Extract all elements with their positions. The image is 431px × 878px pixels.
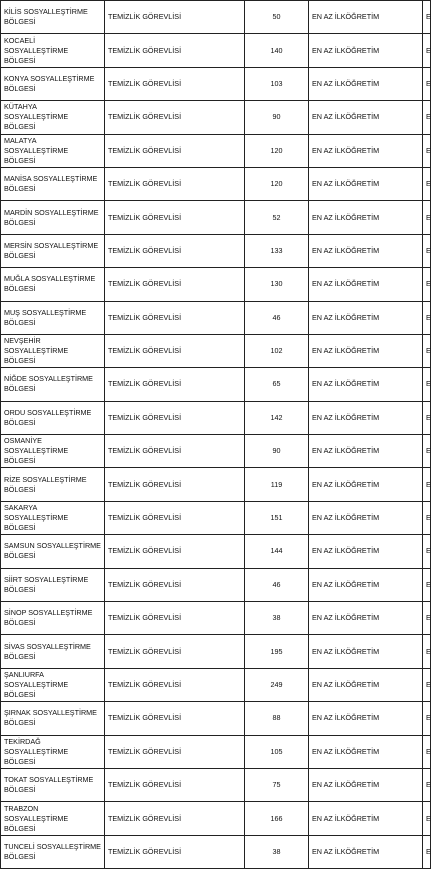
table-row <box>1 668 431 701</box>
education-cell: EN AZ İLKÖĞRETİM <box>309 301 423 334</box>
count-cell: 90 <box>245 101 309 134</box>
count-cell: 88 <box>245 702 309 735</box>
count-cell: 46 <box>245 301 309 334</box>
region-name-line2: BÖLGESİ <box>4 356 36 366</box>
extra-cell: E <box>423 702 431 735</box>
region-cell <box>1 835 105 868</box>
table-row <box>1 101 431 134</box>
region-cell <box>1 368 105 401</box>
region-cell <box>1 134 105 167</box>
region-name-line1: MALATYA SOSYALLEŞTİRME <box>4 135 69 155</box>
extra-cell: E <box>423 468 431 501</box>
education-cell: EN AZ İLKÖĞRETİM <box>309 234 423 267</box>
region-cell <box>1 67 105 100</box>
count-cell: 102 <box>245 334 309 367</box>
region-name-line2: BÖLGESİ <box>4 284 36 294</box>
position-cell: TEMİZLİK GÖREVLİSİ <box>105 101 245 134</box>
education-cell: EN AZ İLKÖĞRETİM <box>309 334 423 367</box>
extra-cell: E <box>423 668 431 701</box>
region-name-line1: TUNCELİ SOSYALLEŞTİRME <box>4 841 101 851</box>
region-cell <box>1 635 105 668</box>
region-cell <box>1 234 105 267</box>
extra-cell: E <box>423 602 431 635</box>
extra-cell: E <box>423 635 431 668</box>
table-row <box>1 635 431 668</box>
extra-cell: E <box>423 501 431 534</box>
position-cell: TEMİZLİK GÖREVLİSİ <box>105 268 245 301</box>
extra-cell: E <box>423 802 431 835</box>
count-cell: 142 <box>245 401 309 434</box>
table-row <box>1 602 431 635</box>
extra-cell: E <box>423 34 431 67</box>
extra-cell: E <box>423 101 431 134</box>
table-row <box>1 568 431 601</box>
region-name-line1: KİLİS SOSYALLEŞTİRME <box>4 7 88 17</box>
position-cell: TEMİZLİK GÖREVLİSİ <box>105 234 245 267</box>
region-name-line2: BÖLGESİ <box>4 551 36 561</box>
position-cell: TEMİZLİK GÖREVLİSİ <box>105 468 245 501</box>
region-name-line2: BÖLGESİ <box>4 155 36 165</box>
region-cell <box>1 34 105 67</box>
count-cell: 195 <box>245 635 309 668</box>
extra-cell: E <box>423 134 431 167</box>
education-cell: EN AZ İLKÖĞRETİM <box>309 1 423 34</box>
region-name-line1: SİİRT SOSYALLEŞTİRME <box>4 574 89 584</box>
count-cell: 50 <box>245 1 309 34</box>
position-cell: TEMİZLİK GÖREVLİSİ <box>105 802 245 835</box>
region-name-line2: BÖLGESİ <box>4 456 36 466</box>
region-cell <box>1 602 105 635</box>
position-cell: TEMİZLİK GÖREVLİSİ <box>105 67 245 100</box>
table-row <box>1 835 431 868</box>
region-name-line2: BÖLGESİ <box>4 584 36 594</box>
education-cell: EN AZ İLKÖĞRETİM <box>309 501 423 534</box>
region-name-line1: MARDİN SOSYALLEŞTİRME <box>4 207 99 217</box>
education-cell: EN AZ İLKÖĞRETİM <box>309 368 423 401</box>
count-cell: 144 <box>245 535 309 568</box>
region-name-line1: KÜTAHYA SOSYALLEŞTİRME <box>4 102 69 122</box>
region-name-line2: BÖLGESİ <box>4 83 36 93</box>
count-cell: 151 <box>245 501 309 534</box>
education-cell: EN AZ İLKÖĞRETİM <box>309 67 423 100</box>
position-cell: TEMİZLİK GÖREVLİSİ <box>105 34 245 67</box>
education-cell: EN AZ İLKÖĞRETİM <box>309 401 423 434</box>
region-name-line2: SOSYALLEŞTİRME BÖLGESİ <box>4 680 69 699</box>
region-name-line2: BÖLGESİ <box>4 756 36 766</box>
extra-cell: E <box>423 234 431 267</box>
education-cell: EN AZ İLKÖĞRETİM <box>309 201 423 234</box>
education-cell: EN AZ İLKÖĞRETİM <box>309 535 423 568</box>
extra-cell: E <box>423 167 431 200</box>
count-cell: 103 <box>245 67 309 100</box>
table-row <box>1 201 431 234</box>
region-cell <box>1 802 105 835</box>
region-name-line1: ORDU SOSYALLEŞTİRME <box>4 407 92 417</box>
extra-cell: E <box>423 401 431 434</box>
region-name-line2: BÖLGESİ <box>4 122 36 132</box>
region-cell <box>1 501 105 534</box>
table-row <box>1 234 431 267</box>
region-cell <box>1 668 105 701</box>
region-name-line1: SİVAS SOSYALLEŞTİRME <box>4 641 91 651</box>
region-name-line1: NEVŞEHİR SOSYALLEŞTİRME <box>4 336 69 356</box>
position-cell: TEMİZLİK GÖREVLİSİ <box>105 167 245 200</box>
region-name-line2: BÖLGESİ <box>4 651 36 661</box>
education-cell: EN AZ İLKÖĞRETİM <box>309 134 423 167</box>
education-cell: EN AZ İLKÖĞRETİM <box>309 602 423 635</box>
region-name-line1: RİZE SOSYALLEŞTİRME <box>4 474 87 484</box>
region-name-line2: BÖLGESİ <box>4 618 36 628</box>
count-cell: 38 <box>245 602 309 635</box>
region-name-line1: TEKİRDAĞ SOSYALLEŞTİRME <box>4 736 69 756</box>
count-cell: 249 <box>245 668 309 701</box>
extra-cell: E <box>423 768 431 801</box>
education-cell: EN AZ İLKÖĞRETİM <box>309 668 423 701</box>
region-name-line2: BÖLGESİ <box>4 217 36 227</box>
position-cell: TEMİZLİK GÖREVLİSİ <box>105 501 245 534</box>
region-name-line1: OSMANİYE SOSYALLEŞTİRME <box>4 436 69 456</box>
region-name-line1: ŞIRNAK SOSYALLEŞTİRME <box>4 708 97 718</box>
count-cell: 38 <box>245 835 309 868</box>
education-cell: EN AZ İLKÖĞRETİM <box>309 167 423 200</box>
count-cell: 65 <box>245 368 309 401</box>
table-row <box>1 435 431 468</box>
table-row <box>1 268 431 301</box>
education-cell: EN AZ İLKÖĞRETİM <box>309 101 423 134</box>
count-cell: 140 <box>245 34 309 67</box>
region-cell <box>1 702 105 735</box>
region-cell <box>1 735 105 768</box>
count-cell: 46 <box>245 568 309 601</box>
region-cell <box>1 401 105 434</box>
count-cell: 52 <box>245 201 309 234</box>
position-cell: TEMİZLİK GÖREVLİSİ <box>105 768 245 801</box>
extra-cell: E <box>423 835 431 868</box>
extra-cell: E <box>423 435 431 468</box>
region-cell <box>1 1 105 34</box>
table-row <box>1 535 431 568</box>
table-body <box>1 1 431 869</box>
extra-cell: E <box>423 735 431 768</box>
region-cell <box>1 334 105 367</box>
region-cell <box>1 435 105 468</box>
table-row <box>1 802 431 835</box>
extra-cell: E <box>423 201 431 234</box>
region-cell <box>1 468 105 501</box>
region-name-line2: BÖLGESİ <box>4 785 36 795</box>
table-row <box>1 134 431 167</box>
region-name-line2: BÖLGESİ <box>4 184 36 194</box>
count-cell: 105 <box>245 735 309 768</box>
education-cell: EN AZ İLKÖĞRETİM <box>309 735 423 768</box>
table-row <box>1 167 431 200</box>
position-cell: TEMİZLİK GÖREVLİSİ <box>105 1 245 34</box>
table-row <box>1 34 431 67</box>
education-cell: EN AZ İLKÖĞRETİM <box>309 702 423 735</box>
education-cell: EN AZ İLKÖĞRETİM <box>309 802 423 835</box>
position-cell: TEMİZLİK GÖREVLİSİ <box>105 602 245 635</box>
region-name-line2: BÖLGESİ <box>4 317 36 327</box>
position-cell: TEMİZLİK GÖREVLİSİ <box>105 401 245 434</box>
table-row <box>1 702 431 735</box>
table-row <box>1 501 431 534</box>
count-cell: 119 <box>245 468 309 501</box>
count-cell: 90 <box>245 435 309 468</box>
region-name-line1: MERSİN SOSYALLEŞTİRME <box>4 240 99 250</box>
region-cell <box>1 768 105 801</box>
region-name-line1: SAMSUN SOSYALLEŞTİRME <box>4 541 101 551</box>
region-name-line1: MANİSA SOSYALLEŞTİRME <box>4 174 98 184</box>
position-cell: TEMİZLİK GÖREVLİSİ <box>105 702 245 735</box>
extra-cell: E <box>423 368 431 401</box>
table-row <box>1 334 431 367</box>
education-cell: EN AZ İLKÖĞRETİM <box>309 835 423 868</box>
position-cell: TEMİZLİK GÖREVLİSİ <box>105 134 245 167</box>
education-cell: EN AZ İLKÖĞRETİM <box>309 34 423 67</box>
region-name-line1: TOKAT SOSYALLEŞTİRME <box>4 775 94 785</box>
education-cell: EN AZ İLKÖĞRETİM <box>309 568 423 601</box>
region-name-line2: BÖLGESİ <box>4 17 36 27</box>
position-cell: TEMİZLİK GÖREVLİSİ <box>105 535 245 568</box>
region-cell <box>1 535 105 568</box>
extra-cell: E <box>423 535 431 568</box>
region-name-line1: MUŞ SOSYALLEŞTİRME <box>4 307 87 317</box>
position-cell: TEMİZLİK GÖREVLİSİ <box>105 835 245 868</box>
region-name-line2: BÖLGESİ <box>4 384 36 394</box>
region-name-line2: BÖLGESİ <box>4 823 36 833</box>
region-cell <box>1 268 105 301</box>
region-name-line1: SİNOP SOSYALLEŞTİRME <box>4 608 93 618</box>
region-name-line1: MUĞLA SOSYALLEŞTİRME <box>4 274 96 284</box>
education-cell: EN AZ İLKÖĞRETİM <box>309 468 423 501</box>
region-name-line1: KOCAELİ SOSYALLEŞTİRME <box>4 35 69 55</box>
position-cell: TEMİZLİK GÖREVLİSİ <box>105 568 245 601</box>
region-name-line2: BÖLGESİ <box>4 523 36 533</box>
count-cell: 133 <box>245 234 309 267</box>
position-cell: TEMİZLİK GÖREVLİSİ <box>105 334 245 367</box>
count-cell: 166 <box>245 802 309 835</box>
region-name-line1: NİĞDE SOSYALLEŞTİRME <box>4 374 93 384</box>
position-cell: TEMİZLİK GÖREVLİSİ <box>105 735 245 768</box>
region-name-line2: BÖLGESİ <box>4 851 36 861</box>
position-cell: TEMİZLİK GÖREVLİSİ <box>105 435 245 468</box>
position-cell: TEMİZLİK GÖREVLİSİ <box>105 635 245 668</box>
table-row <box>1 735 431 768</box>
region-name-line2: BÖLGESİ <box>4 55 36 65</box>
region-name-line2: BÖLGESİ <box>4 484 36 494</box>
position-cell: TEMİZLİK GÖREVLİSİ <box>105 201 245 234</box>
education-cell: EN AZ İLKÖĞRETİM <box>309 435 423 468</box>
position-cell: TEMİZLİK GÖREVLİSİ <box>105 668 245 701</box>
region-cell <box>1 568 105 601</box>
count-cell: 75 <box>245 768 309 801</box>
table-row <box>1 468 431 501</box>
region-name-line1: SAKARYA SOSYALLEŞTİRME <box>4 503 69 523</box>
count-cell: 120 <box>245 134 309 167</box>
table-row <box>1 768 431 801</box>
region-name-line2: BÖLGESİ <box>4 417 36 427</box>
region-name-line1: ŞANLIURFA <box>4 670 44 679</box>
extra-cell: E <box>423 1 431 34</box>
table-row <box>1 67 431 100</box>
count-cell: 120 <box>245 167 309 200</box>
education-cell: EN AZ İLKÖĞRETİM <box>309 268 423 301</box>
count-cell: 130 <box>245 268 309 301</box>
region-cell <box>1 101 105 134</box>
region-cell <box>1 201 105 234</box>
education-cell: EN AZ İLKÖĞRETİM <box>309 768 423 801</box>
region-name-line1: KONYA SOSYALLEŞTİRME <box>4 73 95 83</box>
table-row <box>1 401 431 434</box>
extra-cell: E <box>423 334 431 367</box>
extra-cell: E <box>423 67 431 100</box>
extra-cell: E <box>423 301 431 334</box>
extra-cell: E <box>423 268 431 301</box>
position-cell: TEMİZLİK GÖREVLİSİ <box>105 368 245 401</box>
region-cell <box>1 301 105 334</box>
region-cell <box>1 167 105 200</box>
table-row <box>1 368 431 401</box>
table-row <box>1 1 431 34</box>
education-cell: EN AZ İLKÖĞRETİM <box>309 635 423 668</box>
region-name-line2: BÖLGESİ <box>4 718 36 728</box>
region-name-line1: TRABZON SOSYALLEŞTİRME <box>4 803 69 823</box>
region-name-line2: BÖLGESİ <box>4 250 36 260</box>
table-row <box>1 301 431 334</box>
position-cell: TEMİZLİK GÖREVLİSİ <box>105 301 245 334</box>
extra-cell: E <box>423 568 431 601</box>
